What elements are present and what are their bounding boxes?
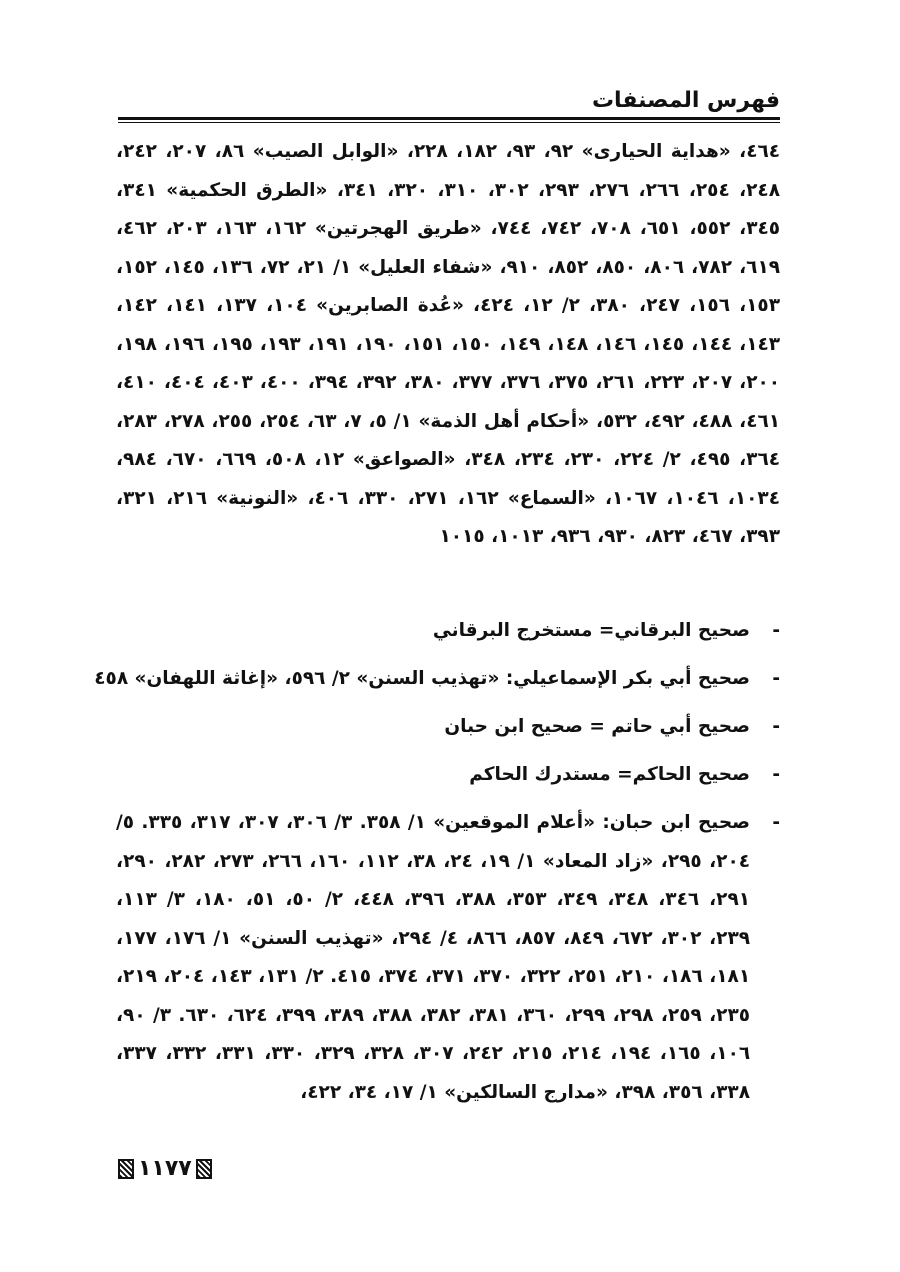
entry-dash: -: [772, 812, 780, 833]
ornament-left-icon: [118, 1159, 134, 1179]
entry-dash: -: [772, 620, 780, 641]
index-entry: [94, 660, 780, 708]
running-header-title: فهرس المصنفات: [591, 88, 780, 113]
ornament-right-icon: [196, 1159, 212, 1179]
entry-dash: -: [772, 716, 780, 737]
page-number-footer: [118, 1156, 212, 1181]
entry-dash: -: [772, 764, 780, 785]
header-rule-thick: [118, 117, 780, 120]
index-entry: [116, 708, 780, 756]
entry-text: صحيح ابن حبان: «أعلام الموقعين» ١/ ٣٥٨. ٣/ ٣٠٦، ٣٠٧، ٣١٧، ٣٣٥. ٥/ ٢٠٤، ٢٩٥، «زاد المعاد» ١/ ١٩، ٢٤، ٣٨، ١١٢، ١٦٠، ٢٦٦، ٢٧٣، ٢٨٢، ٢٩٠، ٢٩١، ٣٤٦، ٣٤٨، ٣٤٩، ٣٥٣، ٣٨٨، ٣٩٦، ٤٤٨، ٢/ ٥٠، ٥١، ١٨٠، ٣/ ١١٣، ٢٣٩، ٣٠٢، ٦٧٢، ٨٤٩، ٨٥٧، ٨٦٦، ٤/ ٢٩٤، «تهذيب السنن» ١/ ١٧٦، ١٧٧، ١٨١، ١٨٦، ٢١٠، ٢٥١، ٣٢٢، ٣٧٠، ٣٧١، ٣٧٤، ٤١٥. ٢/ ١٣١، ١٤٣، ٢٠٤، ٢١٩، ٢٣٥، ٢٥٩، ٢٩٨، ٢٩٩، ٣٦٠، ٣٨١، ٣٨٢، ٣٨٨، ٣٨٩، ٣٩٩، ٦٢٤، ٦٣٠. ٣/ ٩٠، ١٠٦، ١٦٥، ١٩٤، ٢١٤، ٢١٥، ٢٤٢، ٣٠٧، ٣٢٨، ٣٢٩، ٣٣٠، ٣٣١، ٣٣٢، ٣٣٧، ٣٣٨، ٣٥٦، ٣٩٨، «مدارج السالكين» ١/ ١٧، ٣٤، ٤٢٢،: [116, 812, 751, 1103]
index-entry: [116, 612, 780, 660]
index-continuation-paragraph: ٤٦٤، «هداية الحيارى» ٩٢، ٩٣، ١٨٢، ٢٢٨، «الوابل الصيب» ٨٦، ٢٠٧، ٢٤٢، ٢٤٨، ٢٥٤، ٢٦٦، ٢٧٦، ٢٩٣، ٣٠٢، ٣١٠، ٣٢٠، ٣٤١، «الطرق الحكمية» ٣٤١، ٣٤٥، ٥٥٢، ٦٥١، ٧٠٨، ٧٤٢، ٧٤٤، «طريق الهجرتين» ١٦٢، ١٦٣، ٢٠٣، ٤٦٢، ٦١٩، ٧٨٢، ٨٠٦، ٨٥٠، ٨٥٢، ٩١٠، «شفاء العليل» ١/ ٢١، ٧٢، ١٣٦، ١٤٥، ١٥٢، ١٥٣، ١٥٦، ٢٤٧، ٣٨٠، ٢/ ١٢، ٤٢٤، «عُدة الصابرين» ١٠٤، ١٣٧، ١٤١، ١٤٢، ١٤٣، ١٤٤، ١٤٥، ١٤٦، ١٤٨، ١٤٩، ١٥٠، ١٥١، ١٩٠، ١٩١، ١٩٣، ١٩٥، ١٩٦، ١٩٨، ٢٠٠، ٢٠٧، ٢٢٣، ٢٦١، ٣٧٥، ٣٧٦، ٣٧٧، ٣٨٠، ٣٩٢، ٣٩٤، ٤٠٠، ٤٠٣، ٤٠٤، ٤١٠، ٤٦١، ٤٨٨، ٤٩٢، ٥٣٢، «أحكام أهل الذمة» ١/ ٥، ٧، ٦٣، ٢٥٤، ٢٥٥، ٢٧٨، ٢٨٣، ٣٦٤، ٤٩٥، ٢/ ٢٢٤، ٢٣٠، ٢٣٤، ٣٤٨، «الصواعق» ١٢، ٥٠٨، ٦٦٩، ٦٧٠، ٩٨٤، ١٠٣٤، ١٠٤٦، ١٠٦٧، «السماع» ١٦٢، ٢٧١، ٣٣٠، ٤٠٦، «النونية» ٢١٦، ٣٢١، ٣٩٣، ٤٦٧، ٨٢٣، ٩٣٠، ٩٣٦، ١٠١٣، ١٠١٥: [116, 141, 781, 547]
entry-text: صحيح أبي بكر الإسماعيلي: «تهذيب السنن» ٢/ ٥٩٦، «إغاثة اللهفان» ٤٥٨: [94, 668, 750, 689]
index-entry: [116, 804, 780, 1114]
header-rule-thin: [118, 122, 780, 123]
entry-dash: -: [772, 668, 780, 689]
index-entry: [116, 756, 780, 804]
entry-text: صحيح الحاكم= مستدرك الحاكم: [469, 764, 750, 785]
entry-text: صحيح أبي حاتم = صحيح ابن حبان: [444, 716, 750, 737]
entry-text: صحيح البرقاني= مستخرج البرقاني: [432, 620, 750, 641]
page-number: ١١٧٧: [138, 1156, 192, 1181]
index-entries-list: [94, 612, 780, 1114]
